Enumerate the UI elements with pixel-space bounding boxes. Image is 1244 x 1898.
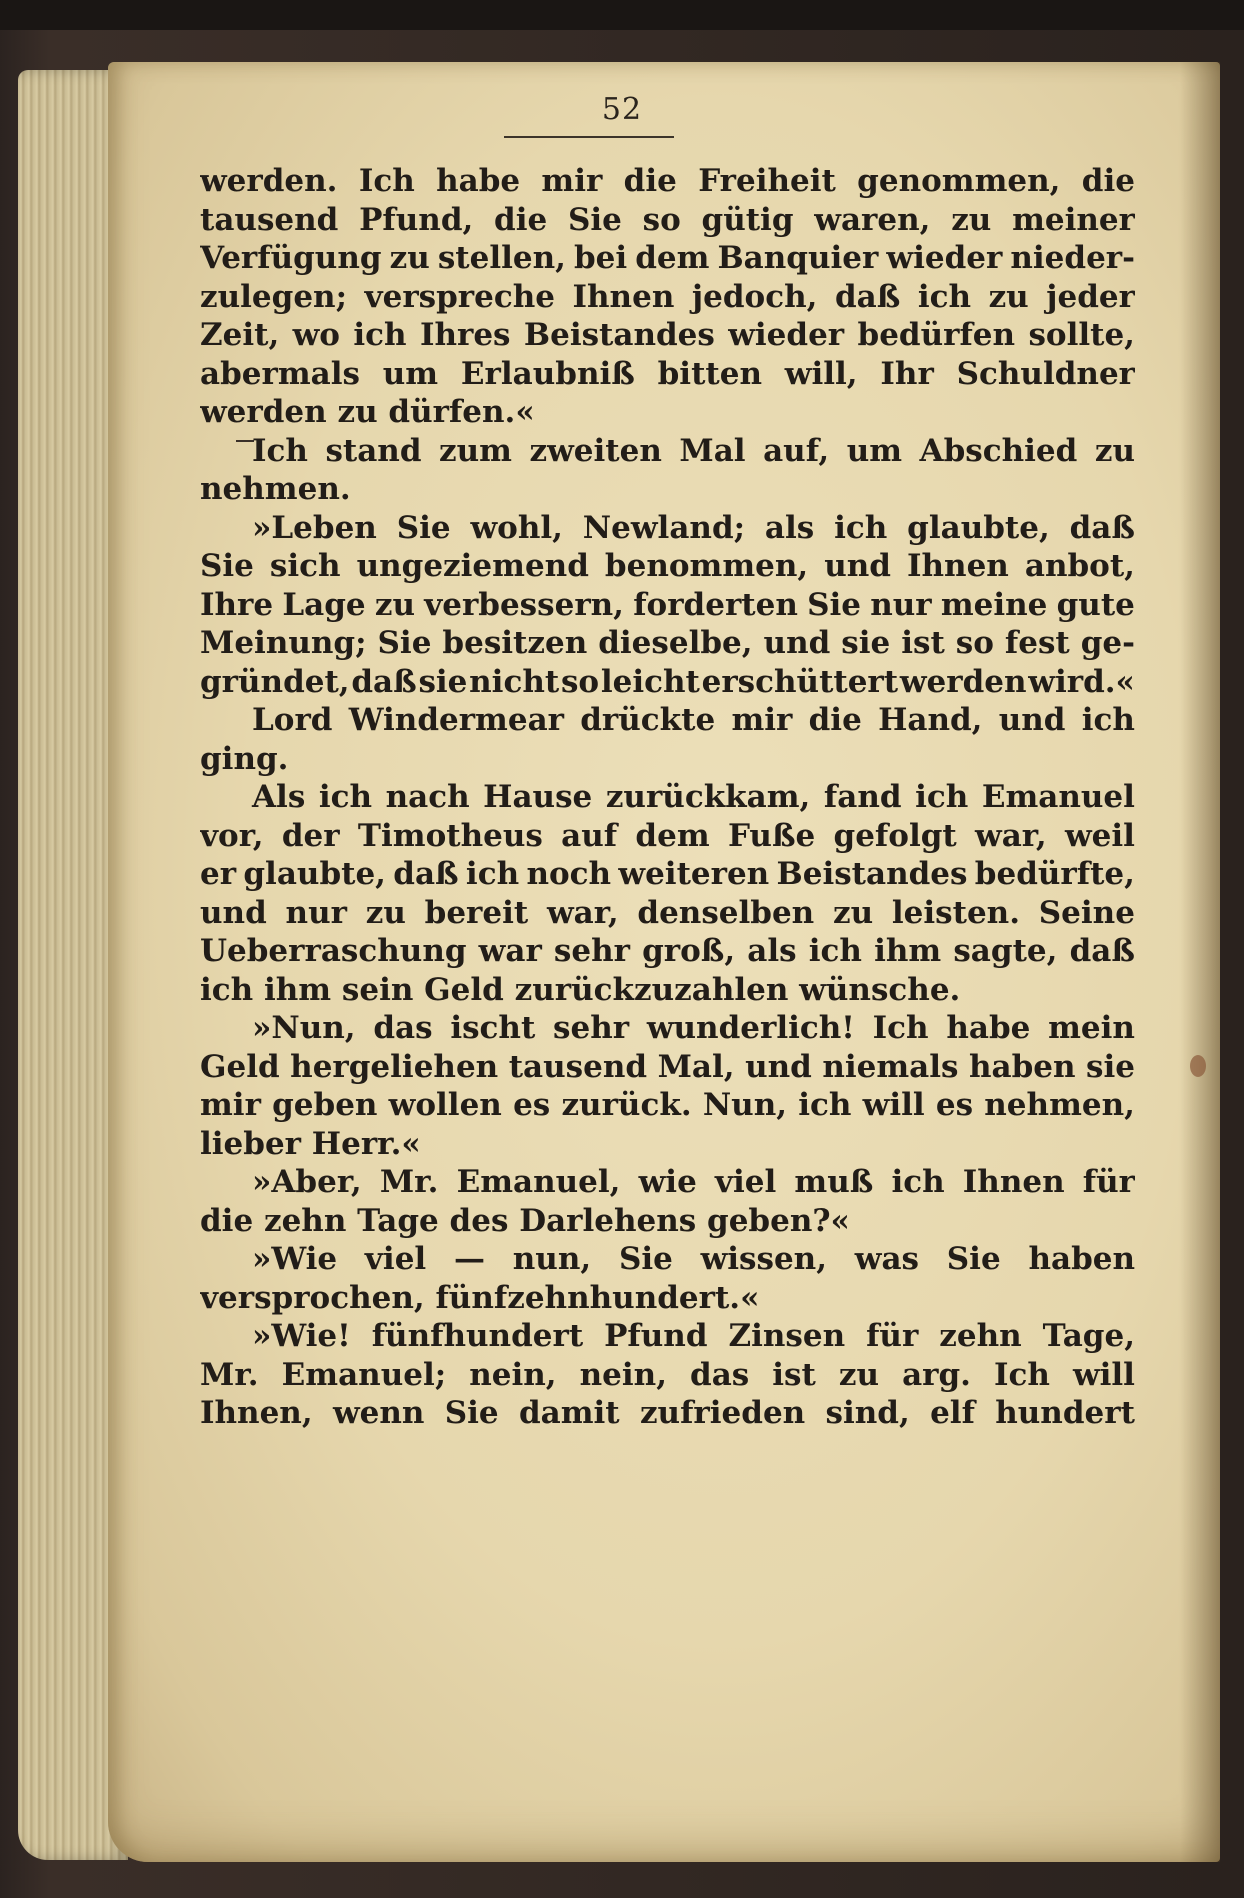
page-number: 52: [601, 92, 643, 127]
text-line: »Leben Sie wohl, Newland; als ich glaubte, daß: [252, 509, 1135, 546]
text-line: ich ihm sein Geld zurückzuzahlen wünsche.: [200, 971, 961, 1008]
text-line: Geld hergeliehen tausend Mal, und niemals haben sie: [200, 1048, 1135, 1085]
text-line: nehmen.: [200, 471, 351, 507]
text-line: ging.: [200, 740, 289, 777]
text-line: Ihre Lage zu verbessern, forderten Sie nur meine gute: [200, 586, 1135, 623]
text-line: »Nun, das ischt sehr wunderlich! Ich habe mein: [252, 1010, 1135, 1046]
text-line: »Aber, Mr. Emanuel, wie viel muß ich Ihnen für: [252, 1164, 1135, 1200]
text-line: und nur zu bereit war, denselben zu leisten. Seine: [200, 894, 1135, 931]
text-line: tausend Pfund, die Sie so gütig waren, zu meiner: [200, 201, 1135, 238]
text-line: Ich stand zum zweiten Mal auf, um Abschied zu: [252, 432, 1135, 469]
text-line: Als ich nach Hause zurückkam, fand ich Emanuel: [252, 779, 1135, 815]
text-line: vor, der Timotheus auf dem Fuße gefolgt war, weil: [200, 817, 1135, 854]
text-line: Zeit, wo ich Ihres Beistandes wieder bedürfen sollte,: [200, 317, 1135, 353]
text-line: »Wie! fünfhundert Pfund Zinsen für zehn Tage,: [252, 1318, 1135, 1354]
page-number-rule: [504, 136, 674, 138]
text-line: gründet, daß sie nicht so leicht erschüttert werden wird.«: [200, 663, 1135, 700]
text-line: Ihnen, wenn Sie damit zufrieden sind, elf hundert: [200, 1395, 1135, 1431]
text-line: werden. Ich habe mir die Freiheit genommen, die: [200, 163, 1135, 199]
page-stain: [1190, 1055, 1206, 1077]
text-line: die zehn Tage des Darlehens geben?«: [200, 1202, 850, 1239]
text-line: »Wie viel — nun, Sie wissen, was Sie haben: [252, 1241, 1135, 1277]
text-line: er glaubte, daß ich noch weiteren Beistandes bedürfte,: [200, 856, 1135, 892]
text-line: Lord Windermear drückte mir die Hand, und ich: [252, 702, 1135, 738]
text-line: mir geben wollen es zurück. Nun, ich will es nehmen,: [200, 1087, 1135, 1123]
text-line: werden zu dürfen.«: [200, 394, 535, 430]
text-line: Mr. Emanuel; nein, nein, das ist zu arg. Ich will: [200, 1356, 1135, 1393]
text-line: zulegen; verspreche Ihnen jedoch, daß ich zu jeder: [200, 278, 1135, 315]
text-line: abermals um Erlaubniß bitten will, Ihr Schuldner: [200, 355, 1135, 392]
text-line: Meinung; Sie besitzen dieselbe, und sie ist so fest ge-: [200, 625, 1135, 661]
text-line: lieber Herr.«: [200, 1125, 421, 1162]
body-text: [200, 162, 1135, 1433]
text-line: versprochen, fünfzehnhundert.«: [200, 1279, 760, 1316]
text-line: Ueberraschung war sehr groß, als ich ihm sagte, daß: [200, 933, 1135, 969]
page-shadow: [1180, 62, 1220, 1862]
text-line: Verfügung zu stellen, bei dem Banquier wieder nieder-: [200, 240, 1135, 276]
text-line: Sie sich ungeziemend benommen, und Ihnen anbot,: [200, 548, 1135, 584]
